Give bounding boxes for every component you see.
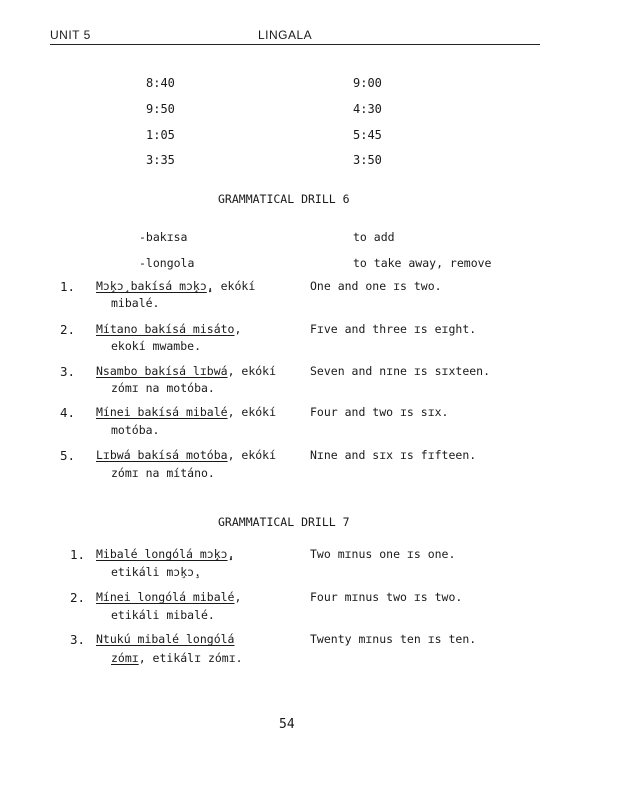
drill6-item-1-underlined: Mɔ̧kɔ̧ bakísá mɔ̧kɔ̧ xyxy=(96,279,207,293)
running-title: LINGALA xyxy=(258,28,313,42)
drill7-item-2-lingala xyxy=(96,590,241,604)
drill6-item-5-underlined: Lɪbwá bakísá motóba xyxy=(96,448,228,462)
drill6-item-1-english: One and one ɪs two. xyxy=(310,279,442,293)
drill6-item-1-line2: mibalé. xyxy=(111,296,160,310)
time-left-1: 8:40 xyxy=(146,76,175,90)
time-right-3: 5:45 xyxy=(353,128,382,142)
time-right-2: 4:30 xyxy=(353,102,382,116)
drill7-item-2-english: Four mɪnus two ɪs two. xyxy=(310,590,463,604)
drill7-item-2-number: 2. xyxy=(70,590,86,605)
drill7-item-3-english: Twenty mɪnus ten ɪs ten. xyxy=(310,632,477,646)
drill6-item-5-rest: , ekókí xyxy=(227,448,277,462)
drill6-item-4-english: Four and two ɪs sɪx. xyxy=(310,405,449,419)
drill7-item-1-number: 1. xyxy=(70,547,86,562)
drill7-item-3-number: 3. xyxy=(70,632,86,647)
drill6-item-2-english: Fɪve and three ɪs eɪght. xyxy=(310,322,477,336)
time-left-2: 9:50 xyxy=(146,102,175,116)
drill7-item-1-english: Two mɪnus one ɪs one. xyxy=(310,547,456,561)
drill7-heading: GRAMMATICAL DRILL 7 xyxy=(218,515,350,529)
drill7-item-3-lingala xyxy=(96,632,234,646)
drill6-item-3-lingala xyxy=(96,364,276,378)
drill7-item-1-rest: , xyxy=(227,547,235,561)
page-number: 54 xyxy=(279,717,295,732)
time-left-4: 3:35 xyxy=(146,153,175,167)
vocab-gloss-2: to take away, remove xyxy=(353,256,492,270)
drill6-item-5-line2: zómɪ na mítáno. xyxy=(111,466,215,480)
drill6-item-4-underlined: Mínei bakísá mibalé xyxy=(96,405,228,419)
time-right-4: 3:50 xyxy=(353,153,382,167)
drill6-item-3-line2: zómɪ na motóba. xyxy=(111,381,215,395)
drill6-item-4-rest: , ekókí xyxy=(227,405,277,419)
drill6-item-1-lingala xyxy=(96,279,255,293)
drill6-heading: GRAMMATICAL DRILL 6 xyxy=(218,192,350,206)
drill6-item-2-line2: ekokí mwambe. xyxy=(111,339,202,353)
drill6-item-5-number: 5. xyxy=(60,448,76,463)
drill6-item-1-number: 1. xyxy=(60,279,76,294)
drill6-item-2-underlined: Mítano bakísá misáto xyxy=(96,322,235,336)
drill7-item-3-underlined: Ntukú mibalé longólá xyxy=(96,632,235,646)
vocab-term-2: -longola xyxy=(139,256,195,270)
drill6-item-4-number: 4. xyxy=(60,405,76,420)
header-rule xyxy=(50,44,540,45)
drill7-item-3-line2-rest: , etikálɪ zómɪ. xyxy=(138,651,243,665)
drill6-item-5-english: Nɪne and sɪx ɪs fɪfteen. xyxy=(310,448,477,462)
time-right-1: 9:00 xyxy=(353,76,382,90)
drill6-item-2-rest: , xyxy=(234,322,242,336)
time-left-3: 1:05 xyxy=(146,128,175,142)
drill6-item-4-lingala xyxy=(96,405,276,419)
drill6-item-3-english: Seven and nɪne ɪs sɪxteen. xyxy=(310,364,491,378)
drill7-item-1-line2 xyxy=(111,565,201,579)
unit-label: UNIT 5 xyxy=(50,28,91,42)
drill7-item-1-line2-rest: etikáli mɔ̧kɔ̧. xyxy=(111,565,202,579)
drill6-item-3-rest: , ekókí xyxy=(227,364,277,378)
drill6-item-2-lingala xyxy=(96,322,241,336)
drill6-item-4-line2: motóba. xyxy=(111,423,160,437)
drill7-item-2-line2-rest: etikáli mibalé. xyxy=(111,608,215,622)
drill7-item-3-line2-underlined: zómɪ xyxy=(111,651,139,665)
drill6-item-3-underlined: Nsambo bakísá lɪbwá xyxy=(96,364,228,378)
drill7-item-1-lingala xyxy=(96,547,235,561)
drill6-item-3-number: 3. xyxy=(60,364,76,379)
vocab-gloss-1: to add xyxy=(353,230,395,244)
drill6-item-2-number: 2. xyxy=(60,322,76,337)
drill7-item-2-line2 xyxy=(111,608,215,622)
drill7-item-2-rest: , xyxy=(234,590,242,604)
drill7-item-2-underlined: Mínei longólá mibalé xyxy=(96,590,235,604)
drill6-item-5-lingala xyxy=(96,448,276,462)
drill6-item-1-rest: , ekókí xyxy=(206,279,256,293)
drill7-item-1-underlined: Mibalé longólá mɔ̧kɔ̧ xyxy=(96,547,228,561)
vocab-term-1: -bakɪsa xyxy=(139,230,188,244)
drill7-item-3-line2 xyxy=(111,651,243,665)
